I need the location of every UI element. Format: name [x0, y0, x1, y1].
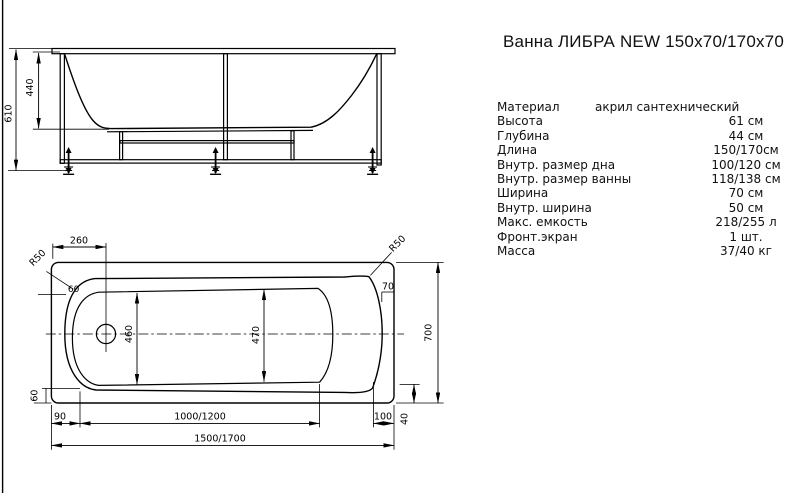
- spec-row: [497, 230, 797, 244]
- frame-post-right: [377, 54, 381, 165]
- tub-outline: [51, 262, 394, 403]
- spec-label: Внутр. ширина: [497, 200, 592, 215]
- dim-drain-offset-text: 260: [69, 235, 89, 247]
- spec-row: [497, 186, 797, 200]
- spec-value: 100/120 см: [711, 157, 781, 172]
- spec-label: Фронт.экран: [497, 229, 578, 244]
- dim-side-offset-text: 90: [53, 411, 67, 423]
- dim-floor-width-drain-text: 460: [124, 324, 135, 344]
- dim-side-offset: [51, 412, 80, 424]
- dim-overall-width: [396, 262, 444, 403]
- dim-corner-gap-text: 40: [399, 412, 411, 426]
- dim-overall-height-text: 610: [3, 104, 15, 123]
- basin-floor: [72, 288, 332, 385]
- spec-row: [497, 201, 797, 215]
- spec-label: Длина: [497, 143, 538, 158]
- frame-bottom-rail: [60, 160, 381, 163]
- spec-label: Внутр. размер ванны: [497, 171, 632, 186]
- spec-value: акрил сантехнический: [595, 100, 740, 114]
- spec-table: [497, 100, 797, 258]
- basin-floor-line: [107, 130, 313, 131]
- platform-upright-left: [120, 132, 123, 160]
- dim-shelf-bottom-text: 60: [29, 389, 41, 402]
- spec-label: Глубина: [497, 128, 550, 143]
- frame-post-middle: [224, 54, 228, 160]
- dim-overall-length-text: 1500/1700: [194, 433, 246, 445]
- spec-value: 218/255 л: [715, 215, 777, 230]
- spec-row: [497, 114, 797, 128]
- dim-right-offset-text: 100: [373, 411, 393, 423]
- radius-right-text: R50: [387, 233, 409, 255]
- spec-value: 50 см: [728, 200, 764, 215]
- spec-label: Высота: [497, 114, 543, 129]
- spec-row: [497, 100, 797, 114]
- dim-overall-width-text: 700: [423, 323, 435, 342]
- platform-upright-right: [291, 131, 294, 160]
- dim-overall-height: [4, 49, 73, 171]
- spec-label: Материал: [497, 100, 560, 114]
- tub-rim: [52, 49, 395, 54]
- dim-shelf-bottom: [29, 388, 80, 403]
- dim-floor-length-text: 1000/1200: [174, 411, 226, 423]
- dim-corner-gap: [399, 384, 419, 425]
- radius-callout-right: [370, 233, 408, 275]
- radius-left-text: R50: [27, 247, 49, 269]
- spec-label: Масса: [497, 243, 536, 258]
- spec-value: 44 см: [728, 128, 764, 143]
- spec-row: [497, 215, 797, 229]
- spec-row: [497, 143, 797, 157]
- spec-value: 1 шт.: [729, 229, 763, 244]
- dim-shelf-right: [382, 281, 394, 302]
- spec-row: [497, 158, 797, 172]
- spec-value: 150/170см: [713, 143, 779, 158]
- spec-value: 37/40 кг: [720, 243, 772, 258]
- dim-basin-depth: [25, 52, 109, 129]
- dim-shelf-right-text: 70: [381, 281, 395, 293]
- dim-shelf-left: [38, 285, 80, 295]
- dim-drain-offset: [53, 235, 106, 352]
- dim-floor-width-drain: [124, 293, 137, 385]
- foot-middle: [210, 147, 221, 174]
- spec-label: Внутр. размер дна: [497, 157, 616, 172]
- front-view: [4, 49, 396, 175]
- spec-value: 70 см: [728, 186, 764, 201]
- basin-profile: [65, 54, 377, 129]
- drawing-title: Ванна ЛИБРА NEW 150x70/170x70: [503, 32, 784, 51]
- dim-right-offset: [373, 382, 394, 427]
- dim-shelf-left-text: 60: [67, 285, 80, 295]
- dim-floor-width-far: [251, 290, 264, 382]
- spec-label: Макс. емкость: [497, 215, 588, 230]
- spec-row: [497, 172, 797, 186]
- spec-label: Ширина: [497, 186, 549, 201]
- dim-basin-depth-text: 440: [25, 78, 36, 97]
- plan-view: [27, 233, 443, 449]
- frame-post-left: [60, 54, 64, 164]
- basin-opening: [65, 276, 382, 393]
- platform-rail: [120, 141, 294, 143]
- spec-row: [497, 129, 797, 143]
- radius-callout-left: [27, 248, 73, 290]
- spec-row: [497, 244, 797, 258]
- spec-value: 61 см: [728, 114, 764, 129]
- spec-value: 118/138 см: [711, 171, 781, 186]
- dim-floor-width-far-text: 470: [251, 325, 262, 345]
